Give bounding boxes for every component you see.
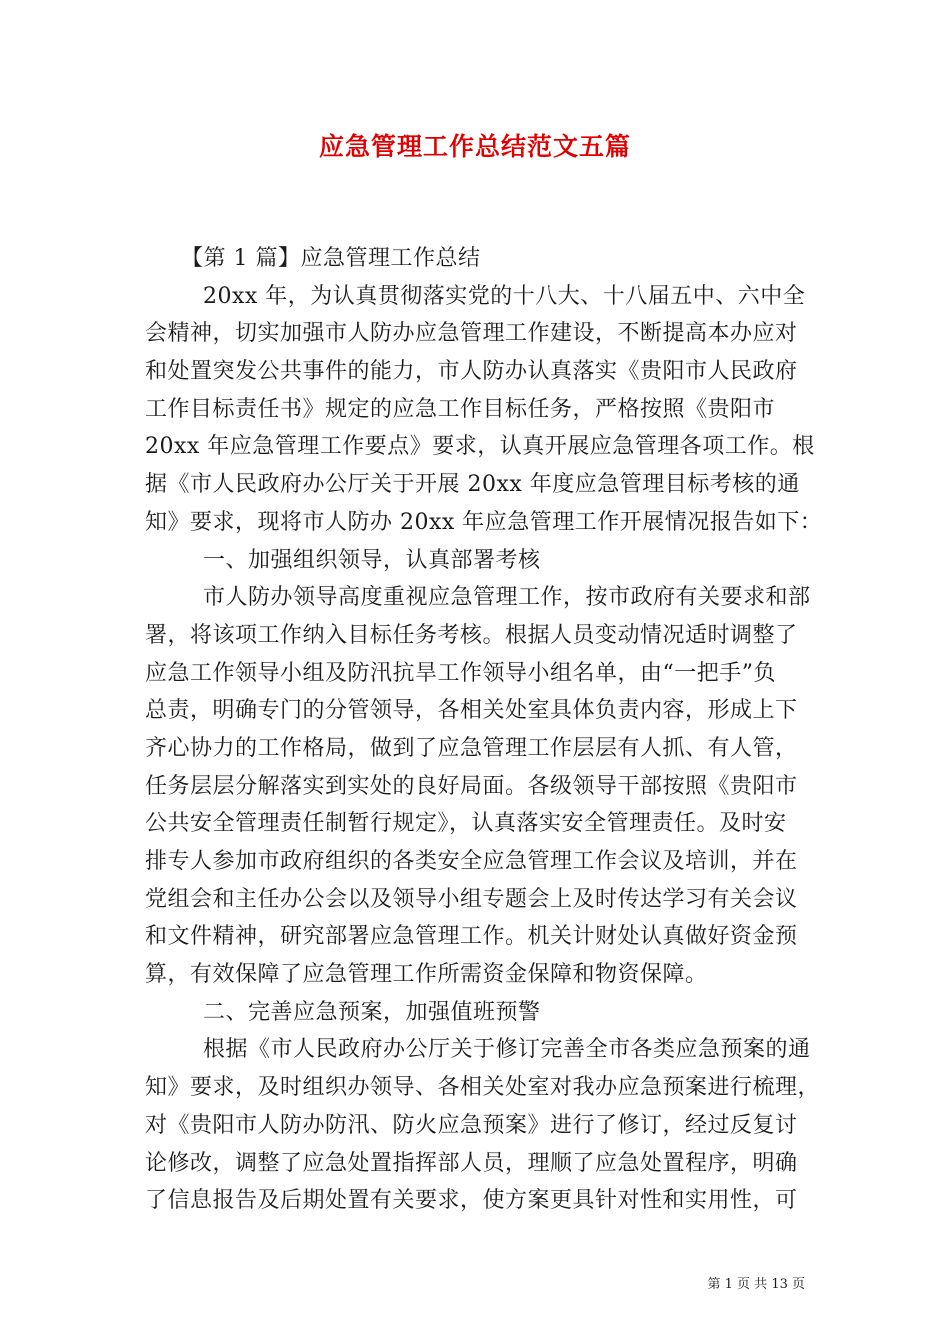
text-line: 论修改，调整了应急处置指挥部人员，理顺了应急处置程序，明确 — [145, 1150, 798, 1176]
text-line: 知》要求，及时组织办领导、各相关处室对我办应急预案进行梳理， — [145, 1075, 821, 1101]
text-line: 知》要求，现将市人防办 20xx 年应急管理工作开展情况报告如下： — [145, 509, 823, 535]
text-line: 任务层层分解落实到实处的良好局面。各级领导干部按照《贵阳市 — [145, 773, 798, 799]
text-line: 会精神，切实加强市人防办应急管理工作建设，不断提高本办应对 — [145, 321, 798, 347]
document-title: 应急管理工作总结范文五篇 — [318, 132, 631, 161]
text-line: 总责，明确专门的分管领导，各相关处室具体负责内容，形成上下 — [145, 698, 798, 724]
text-line: 【第 1 篇】应急管理工作总结 — [181, 246, 481, 271]
text-line: 对《贵阳市人防办防汛、防火应急预案》进行了修订，经过反复讨 — [145, 1112, 798, 1138]
text-line: 了信息报告及后期处置有关要求，使方案更具针对性和实用性，可 — [145, 1188, 798, 1214]
text-line: 一、加强组织领导，认真部署考核 — [203, 547, 541, 573]
text-line: 署，将该项工作纳入目标任务考核。根据人员变动情况适时调整了 — [145, 622, 798, 648]
text-line: 根据《市人民政府办公厅关于修订完善全市各类应急预案的通 — [203, 1037, 811, 1063]
page-footer: 第 1 页 共 13 页 — [707, 1277, 805, 1292]
text-line: 应急工作领导小组及防汛抗旱工作领导小组名单，由“一把手”负 — [145, 660, 776, 686]
text-line: 公共安全管理责任制暂行规定》，认真落实安全管理责任。及时安 — [145, 811, 787, 837]
text-line: 二、完善应急预案，加强值班预警 — [203, 999, 541, 1025]
text-line: 20xx 年，为认真贯彻落实党的十八大、十八届五中、六中全 — [203, 283, 806, 309]
text-line: 排专人参加市政府组织的各类安全应急管理工作会议及培训，并在 — [145, 849, 798, 874]
text-line: 和处置突发公共事件的能力，市人防办认真落实《贵阳市人民政府 — [145, 359, 798, 385]
text-line: 齐心协力的工作格局，做到了应急管理工作层层有人抓、有人管， — [145, 735, 798, 761]
text-line: 算，有效保障了应急管理工作所需资金保障和物资保障。 — [145, 962, 708, 988]
text-line: 党组会和主任办公会以及领导小组专题会上及时传达学习有关会议 — [145, 886, 798, 912]
text-line: 工作目标责任书》规定的应急工作目标任务，严格按照《贵阳市 — [145, 396, 776, 422]
text-line: 和文件精神，研究部署应急管理工作。机关计财处认真做好资金预 — [145, 924, 798, 950]
document-body — [145, 240, 823, 1220]
text-line: 市人防办领导高度重视应急管理工作，按市政府有关要求和部 — [203, 585, 811, 611]
text-line: 据《市人民政府办公厅关于开展 20xx 年度应急管理目标考核的通 — [145, 472, 800, 498]
text-line: 20xx 年应急管理工作要点》要求，认真开展应急管理各项工作。根 — [145, 434, 815, 460]
